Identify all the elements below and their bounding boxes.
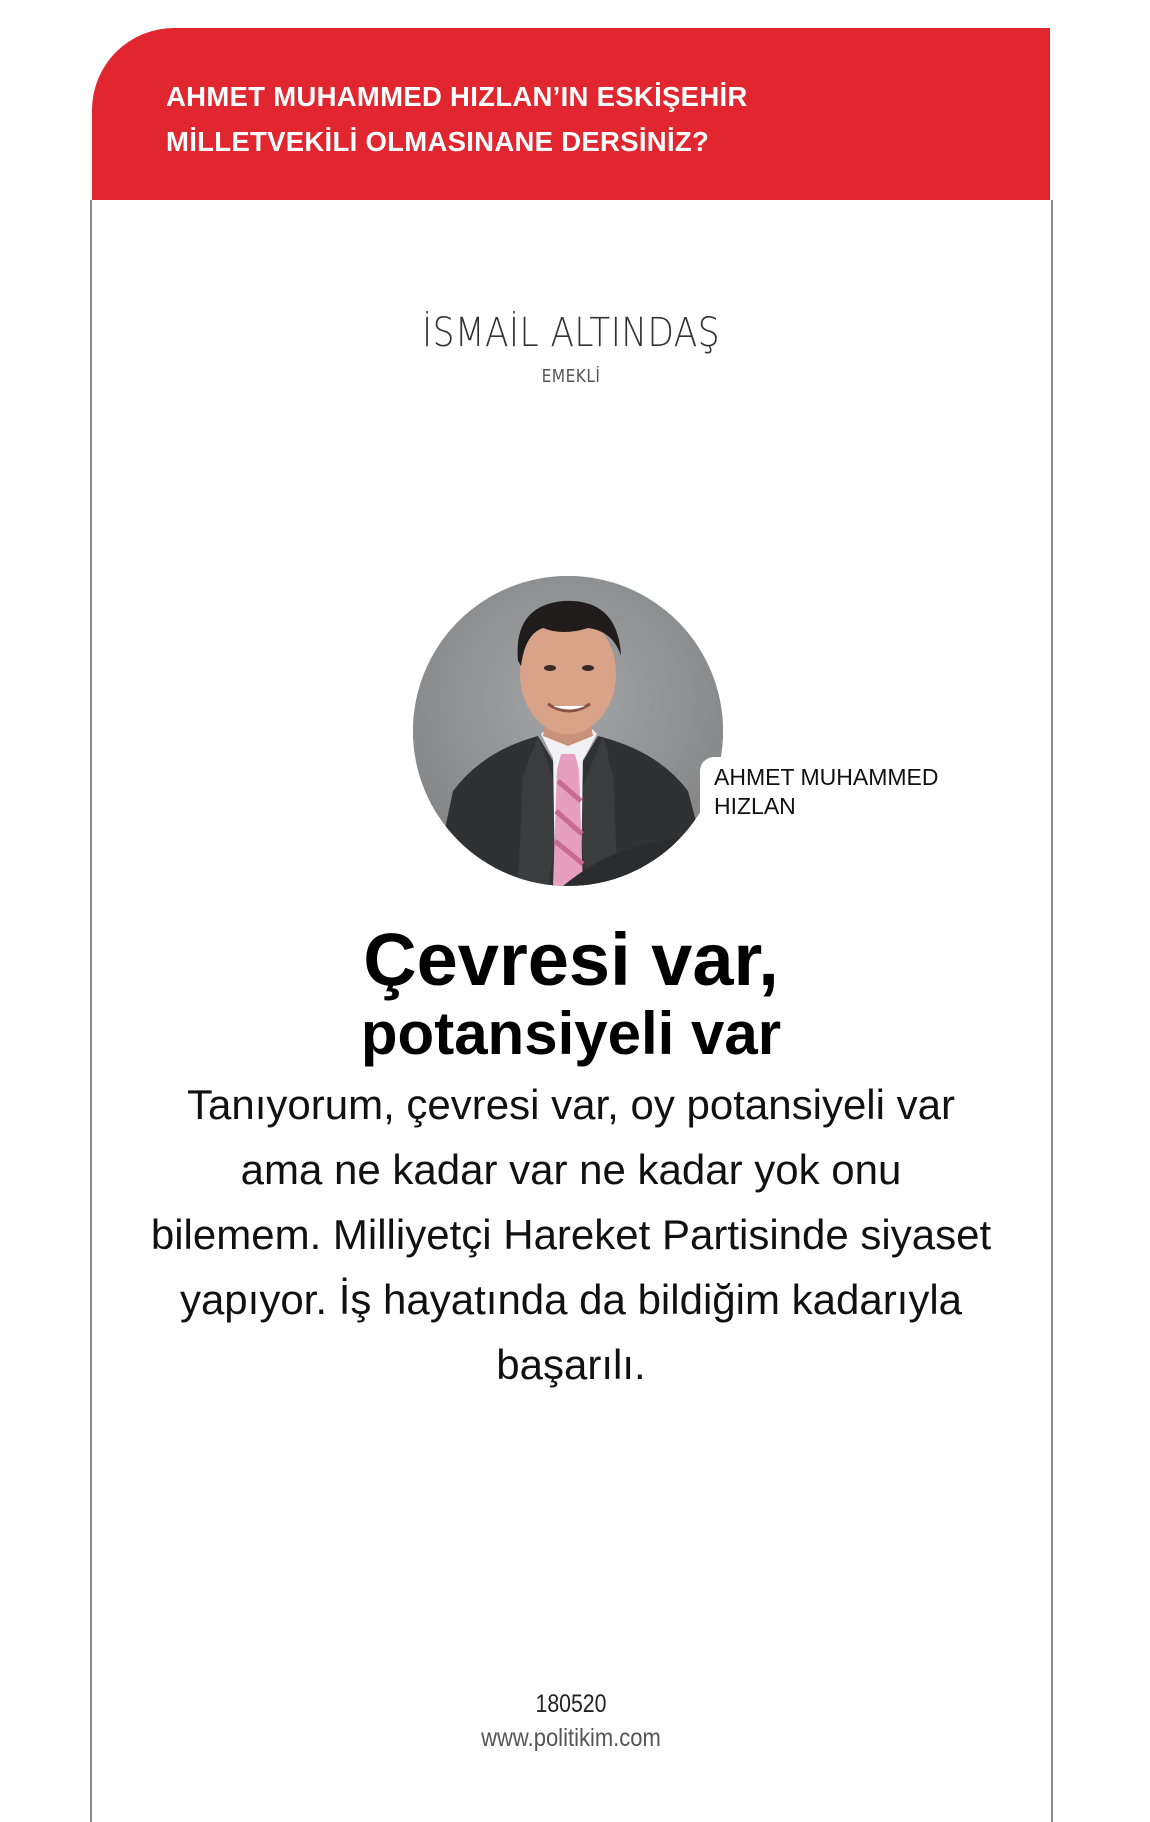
footer-url: www.politikim.com xyxy=(481,1724,661,1752)
card-border-right xyxy=(1051,200,1053,1822)
headline-line-1: Çevresi var, xyxy=(363,918,779,1001)
footer-code: 180520 xyxy=(535,1690,607,1718)
portrait-photo xyxy=(413,576,723,886)
respondent-name: İSMAİL ALTINDAŞ xyxy=(421,310,720,356)
portrait-illustration xyxy=(413,576,723,886)
respondent-role: EMEKLİ xyxy=(541,366,601,387)
headline-line-2: potansiyeli var xyxy=(360,1000,782,1067)
answer-text: Tanıyorum, çevresi var, oy potansiyeli var ama ne kadar var ne kadar yok onu bilemem. Milliyetçi Hareket Partisinde siyaset yapıyor. İş hayatında da bildiğim kadarıyla başarılı. xyxy=(150,1081,992,1388)
subject-name: AHMET MUHAMMED HIZLAN xyxy=(714,764,939,819)
question-title: AHMET MUHAMMED HIZLAN’IN ESKİŞEHİR MİLLETVEKİLİ OLMASINANE DERSİNİZ? xyxy=(166,81,748,157)
question-banner xyxy=(92,28,1050,200)
photo-caption xyxy=(700,757,980,827)
